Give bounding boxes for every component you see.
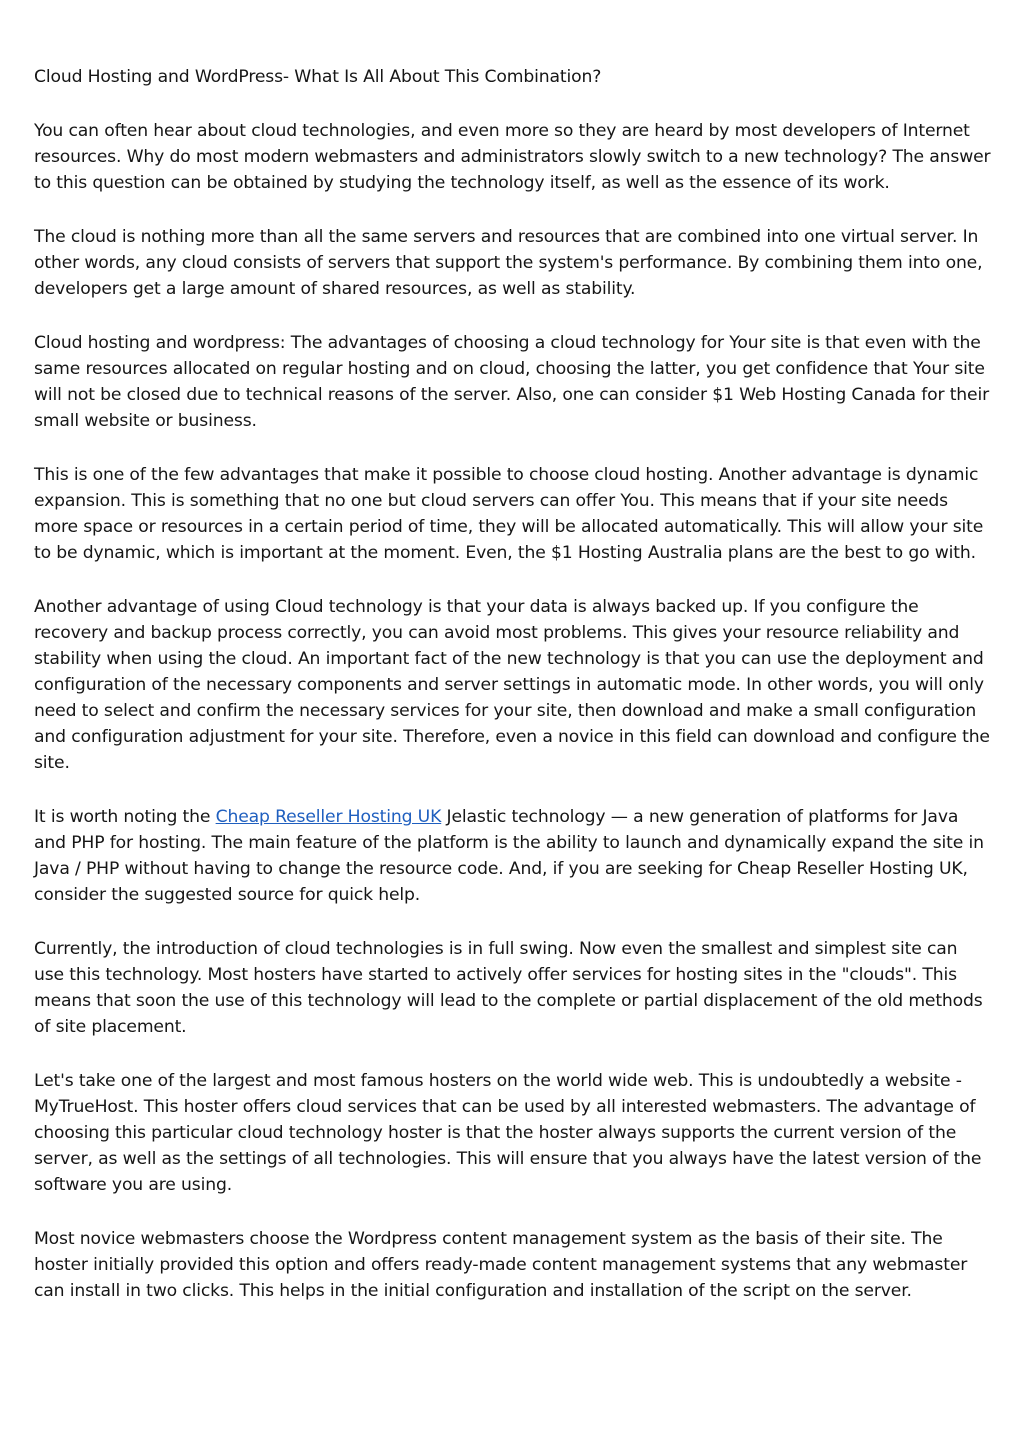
document-page (34, 64, 992, 1332)
paragraph-intro: You can often hear about cloud technologies, and even more so they are heard by most developers of Internet resources. Why do most modern webmasters and administrators slowly switch to a new technology? The answer to this question can be obtained by studying the technology itself, as well as the essence of its work. (34, 121, 991, 193)
paragraph-current-trend: Currently, the introduction of cloud technologies is in full swing. Now even the smallest and simplest site can use this technology. Most hosters have started to actively offer services for hosting sites in the "clouds". This means that soon the use of this technology will lead to the complete or partial displacement of the old methods of site placement. (34, 939, 983, 1037)
paragraph-jelastic-after: Jelastic technology — a new generation of platforms for Java and PHP for hosting. The main feature of the platform is the ability to launch and dynamically expand the site in Java / PHP without having to change the resource code. And, if you are seeking for Cheap Reseller Hosting UK, consider the suggested source for quick help. (34, 807, 984, 905)
cheap-reseller-hosting-link[interactable]: Cheap Reseller Hosting UK (215, 807, 442, 827)
paragraph-jelastic (34, 804, 992, 908)
paragraph-jelastic-before: It is worth noting the (34, 807, 216, 827)
paragraph-cloud-definition: The cloud is nothing more than all the same servers and resources that are combined into one virtual server. In other words, any cloud consists of servers that support the system's performance. By combining them into one, developers get a large amount of shared resources, as well as stability. (34, 227, 983, 299)
paragraph-dynamic-expansion: This is one of the few advantages that make it possible to choose cloud hosting. Another advantage is dynamic expansion. This is something that no one but cloud servers can offer You. This means that if your site needs more space or resources in a certain period of time, they will be allocated automatically. This will allow your site to be dynamic, which is important at the moment. Even, the $1 Hosting Australia plans are the best to go with. (34, 465, 984, 563)
document-title: Cloud Hosting and WordPress- What Is All About This Combination? (34, 67, 602, 87)
paragraph-backup: Another advantage of using Cloud technology is that your data is always backed up. If you configure the recovery and backup process correctly, you can avoid most problems. This gives your resource reliability and stability when using the cloud. An important fact of the new technology is that you can use the deployment and configuration of the necessary components and server settings in automatic mode. In other words, you will only need to select and confirm the necessary services for your site, then download and make a small configuration and configuration adjustment for your site. Therefore, even a novice in this field can download and configure the site. (34, 597, 990, 773)
paragraph-cloud-advantages: Cloud hosting and wordpress: The advantages of choosing a cloud technology for Your site is that even with the same resources allocated on regular hosting and on cloud, choosing the latter, you get confidence that Your site will not be closed due to technical reasons of the server. Also, one can consider $1 Web Hosting Canada for their small website or business. (34, 333, 990, 431)
paragraph-mytruehost: Let's take one of the largest and most famous hosters on the world wide web. This is undoubtedly a website - MyTrueHost. This hoster offers cloud services that can be used by all interested webmasters. The advantage of choosing this particular cloud technology hoster is that the hoster always supports the current version of the server, as well as the settings of all technologies. This will ensure that you always have the latest version of the software you are using. (34, 1071, 982, 1195)
paragraph-wordpress: Most novice webmasters choose the Wordpress content management system as the basis of their site. The hoster initially provided this option and offers ready-made content management systems that any webmaster can install in two clicks. This helps in the initial configuration and installation of the script on the server. (34, 1229, 968, 1301)
